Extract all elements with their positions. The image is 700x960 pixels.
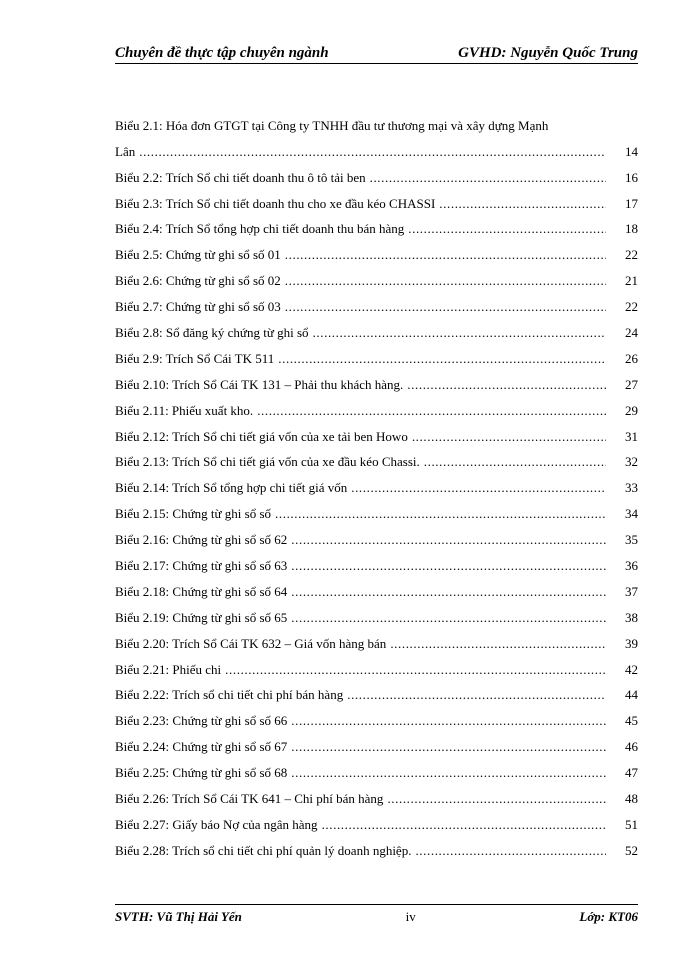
toc-entry-title: Biểu 2.5: Chứng từ ghi sổ số 01 <box>115 247 281 263</box>
toc-entry <box>115 703 638 729</box>
toc-leader-dots <box>439 196 606 212</box>
toc-entry <box>115 212 638 238</box>
toc-entry <box>115 496 638 522</box>
toc-leader-dots <box>291 584 606 600</box>
toc-entry-title: Biểu 2.17: Chứng từ ghi sổ số 63 <box>115 558 288 574</box>
toc-page-number: 42 <box>625 661 638 677</box>
header-divider <box>115 63 638 64</box>
page-footer <box>115 907 638 927</box>
toc-leader-dots <box>407 377 606 393</box>
toc-leader-dots <box>291 558 606 574</box>
toc-leader-dots <box>285 247 606 263</box>
toc-entry <box>115 729 638 755</box>
toc-entry <box>115 652 638 678</box>
toc-page-number: 39 <box>625 635 638 651</box>
toc-leader-dots <box>275 506 606 522</box>
toc-entry <box>115 574 638 600</box>
toc-entry <box>115 160 638 186</box>
toc-entry <box>115 186 638 212</box>
toc-page-number: 44 <box>625 687 638 703</box>
toc-entry-title: Lân <box>115 143 136 159</box>
toc-page-number: 35 <box>625 532 638 548</box>
toc-entry-title: Biểu 2.1: Hóa đơn GTGT tại Công ty TNHH đầu tư thương mại và xây dựng Mạnh <box>115 117 549 133</box>
toc-leader-dots <box>225 662 606 678</box>
toc-entry <box>115 600 638 626</box>
toc-page-number: 16 <box>625 169 638 185</box>
page-header <box>115 38 638 62</box>
toc-page-number: 14 <box>625 143 638 159</box>
table-of-figures <box>115 108 638 859</box>
toc-entry-title: Biểu 2.11: Phiếu xuất kho. <box>115 402 254 418</box>
toc-page-number: 22 <box>625 247 638 263</box>
toc-entry-title: Biểu 2.6: Chứng từ ghi sổ số 02 <box>115 273 281 289</box>
toc-page-number: 48 <box>625 791 638 807</box>
toc-leader-dots <box>257 403 606 419</box>
toc-entry-title: Biểu 2.23: Chứng từ ghi sổ số 66 <box>115 713 288 729</box>
toc-entry-title: Biểu 2.16: Chứng từ ghi sổ số 62 <box>115 532 288 548</box>
toc-entry-title: Biểu 2.3: Trích Sổ chi tiết doanh thu cho xe đầu kéo CHASSI <box>115 195 436 211</box>
toc-page-number: 27 <box>625 376 638 392</box>
toc-entry-title: Biểu 2.15: Chứng từ ghi sổ số <box>115 506 272 522</box>
toc-leader-dots <box>390 636 606 652</box>
toc-leader-dots <box>370 170 606 186</box>
toc-leader-dots <box>424 454 606 470</box>
toc-page-number: 51 <box>625 816 638 832</box>
toc-entry-title: Biểu 2.2: Trích Sổ chi tiết doanh thu ô tô tải ben <box>115 169 366 185</box>
toc-entry <box>115 419 638 445</box>
toc-page-number: 18 <box>625 221 638 237</box>
toc-entry <box>115 678 638 704</box>
toc-entry-title: Biểu 2.9: Trích Sổ Cái TK 511 <box>115 350 275 366</box>
toc-page-number: 26 <box>625 350 638 366</box>
toc-entry <box>115 341 638 367</box>
toc-entry-title: Biểu 2.4: Trích Sổ tổng hợp chi tiết doanh thu bán hàng <box>115 221 405 237</box>
toc-entry-title: Biểu 2.14: Trích Sổ tổng hợp chi tiết giá vốn <box>115 480 348 496</box>
toc-entry <box>115 445 638 471</box>
toc-entry-first-line <box>115 108 638 134</box>
toc-entry <box>115 134 638 160</box>
footer-divider <box>115 904 638 905</box>
toc-leader-dots <box>291 739 606 755</box>
toc-entry-title: Biểu 2.12: Trích Sổ chi tiết giá vốn của xe tải ben Howo <box>115 428 408 444</box>
toc-entry <box>115 289 638 315</box>
toc-entry-title: Biểu 2.13: Trích Sổ chi tiết giá vốn của xe đầu kéo Chassi. <box>115 454 420 470</box>
toc-page-number: 22 <box>625 299 638 315</box>
toc-entry-title: Biểu 2.20: Trích Sổ Cái TK 632 – Giá vốn hàng bán <box>115 635 387 651</box>
toc-entry-title: Biểu 2.27: Giấy báo Nợ của ngân hàng <box>115 816 318 832</box>
toc-page-number: 45 <box>625 713 638 729</box>
toc-entry-title: Biểu 2.26: Trích Sổ Cái TK 641 – Chi phí bán hàng <box>115 791 384 807</box>
toc-page-number: 38 <box>625 609 638 625</box>
toc-leader-dots <box>278 351 606 367</box>
toc-entry <box>115 522 638 548</box>
toc-page-number: 17 <box>625 195 638 211</box>
toc-leader-dots <box>347 687 606 703</box>
toc-leader-dots <box>351 480 606 496</box>
toc-page-number: 47 <box>625 765 638 781</box>
footer-page-number: iv <box>405 909 416 924</box>
toc-leader-dots <box>408 221 606 237</box>
toc-entry-title: Biểu 2.10: Trích Sổ Cái TK 131 – Phải thu khách hàng. <box>115 376 404 392</box>
toc-entry <box>115 548 638 574</box>
toc-entry <box>115 755 638 781</box>
toc-page-number: 37 <box>625 583 638 599</box>
toc-page-number: 29 <box>625 402 638 418</box>
toc-entry <box>115 237 638 263</box>
toc-entries-list <box>115 160 638 859</box>
header-course-title: Chuyên đề thực tập chuyên ngành <box>115 45 329 61</box>
toc-entry <box>115 393 638 419</box>
toc-entry-title: Biểu 2.25: Chứng từ ghi sổ số 68 <box>115 765 288 781</box>
toc-entry <box>115 807 638 833</box>
footer-class: Lớp: KT06 <box>579 909 638 924</box>
toc-entry <box>115 470 638 496</box>
toc-entry-title: Biểu 2.28: Trích sổ chi tiết chi phí quản lý doanh nghiệp. <box>115 842 412 858</box>
toc-entry <box>115 315 638 341</box>
toc-leader-dots <box>291 765 606 781</box>
toc-leader-dots <box>139 144 606 160</box>
toc-leader-dots <box>291 532 606 548</box>
toc-leader-dots <box>415 843 606 859</box>
toc-entry-title: Biểu 2.18: Chứng từ ghi sổ số 64 <box>115 583 288 599</box>
toc-leader-dots <box>285 273 606 289</box>
toc-entry <box>115 367 638 393</box>
toc-entry-title: Biểu 2.8: Sổ đăng ký chứng từ ghi sổ <box>115 325 309 341</box>
toc-leader-dots <box>291 610 606 626</box>
toc-page-number: 36 <box>625 558 638 574</box>
toc-page-number: 52 <box>625 842 638 858</box>
toc-entry-title: Biểu 2.7: Chứng từ ghi sổ số 03 <box>115 299 281 315</box>
toc-page-number: 46 <box>625 739 638 755</box>
toc-page-number: 31 <box>625 428 638 444</box>
toc-page-number: 21 <box>625 273 638 289</box>
toc-entry <box>115 833 638 859</box>
toc-entry-title: Biểu 2.24: Chứng từ ghi sổ số 67 <box>115 739 288 755</box>
toc-entry <box>115 263 638 289</box>
toc-entry-title: Biểu 2.21: Phiếu chi <box>115 661 222 677</box>
header-advisor: GVHD: Nguyễn Quốc Trung <box>458 45 638 61</box>
toc-leader-dots <box>291 713 606 729</box>
toc-leader-dots <box>313 325 606 341</box>
toc-leader-dots <box>322 817 606 833</box>
toc-leader-dots <box>387 791 606 807</box>
toc-page-number: 33 <box>625 480 638 496</box>
toc-entry-title: Biểu 2.19: Chứng từ ghi sổ số 65 <box>115 609 288 625</box>
toc-entry <box>115 626 638 652</box>
toc-page-number: 24 <box>625 325 638 341</box>
toc-entry-title: Biểu 2.22: Trích sổ chi tiết chi phí bán hàng <box>115 687 344 703</box>
footer-student: SVTH: Vũ Thị Hải Yến <box>115 909 242 924</box>
toc-page-number: 32 <box>625 454 638 470</box>
toc-leader-dots <box>285 299 606 315</box>
toc-leader-dots <box>412 429 606 445</box>
toc-page-number: 34 <box>625 506 638 522</box>
toc-entry <box>115 781 638 807</box>
